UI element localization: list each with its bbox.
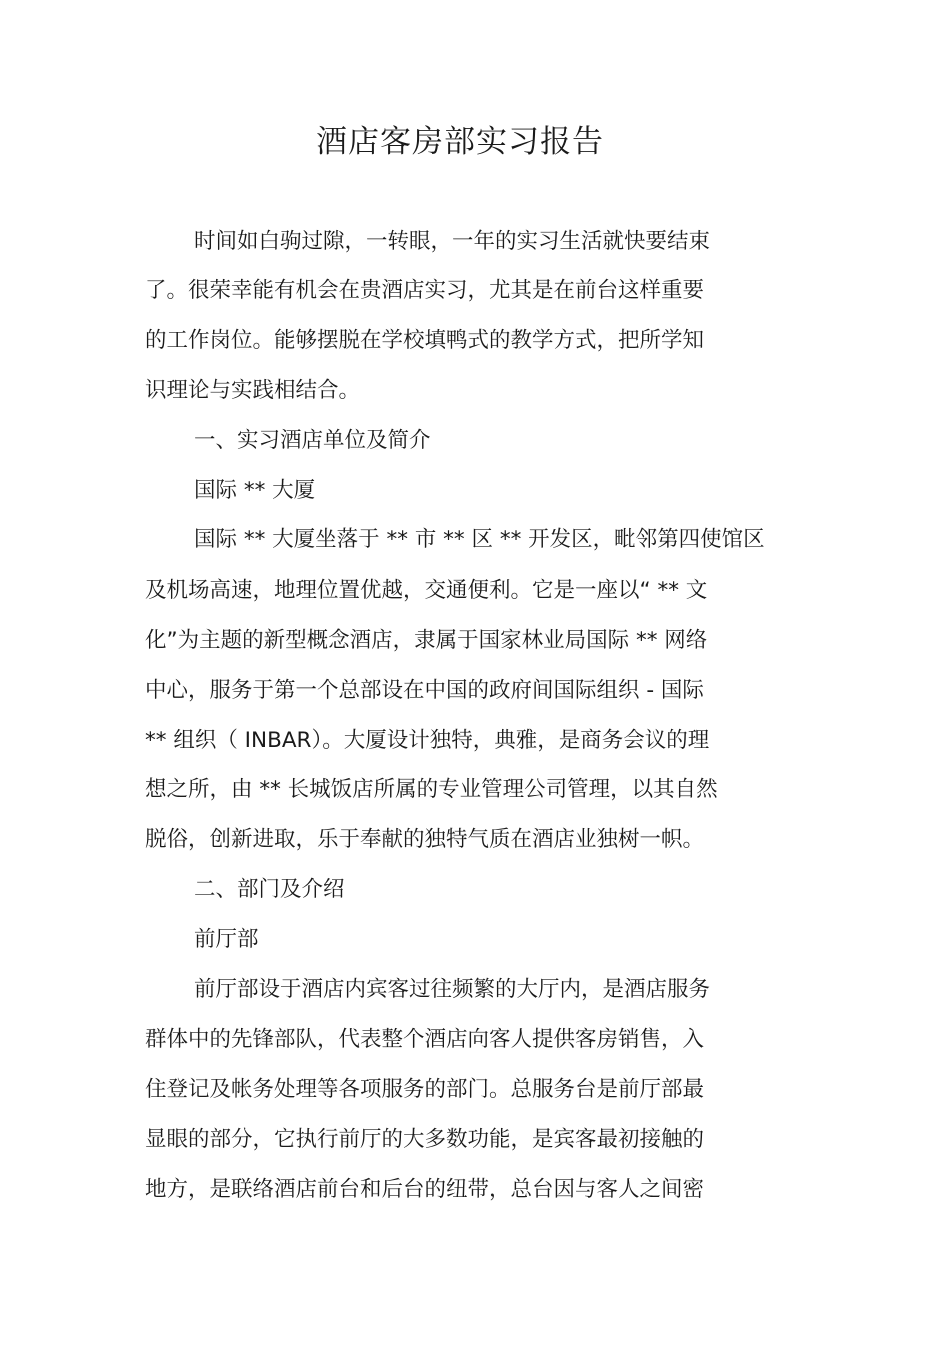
paragraph-line: 了。很荣幸能有机会在贵酒店实习，尤其是在前台这样重要 [145, 278, 705, 303]
paragraph-line: 及机场高速，地理位置优越，交通便利。它是一座以“ ** 文 [145, 578, 708, 603]
subsection-heading: 前厅部 [194, 927, 259, 952]
paragraph-line: 脱俗，创新进取，乐于奉献的独特气质在酒店业独树一帜。 [145, 827, 705, 852]
paragraph-line: ** 组织（ INBAR）。大厦设计独特，典雅，是商务会议的理 [145, 728, 710, 753]
section-heading: 一、实习酒店单位及简介 [194, 428, 431, 453]
paragraph-line: 想之所，由 ** 长城饭店所属的专业管理公司管理，以其自然 [145, 777, 718, 802]
paragraph-line: 中心，服务于第一个总部设在中国的政府间国际组织 - 国际 [145, 678, 704, 703]
paragraph-line: 的工作岗位。能够摆脱在学校填鸭式的教学方式，把所学知 [145, 328, 705, 353]
paragraph-line: 识理论与实践相结合。 [145, 378, 361, 403]
paragraph-line: 时间如白驹过隙，一转眼，一年的实习生活就快要结束 [194, 229, 711, 254]
paragraph-line: 显眼的部分，它执行前厅的大多数功能，是宾客最初接触的 [145, 1127, 705, 1152]
paragraph-line: 地方，是联络酒店前台和后台的纽带，总台因与客人之间密 [145, 1177, 705, 1202]
paragraph-line: 群体中的先锋部队，代表整个酒店向客人提供客房销售，入 [145, 1027, 705, 1052]
section-heading: 二、部门及介绍 [194, 877, 345, 902]
paragraph-line: 化”为主题的新型概念酒店，隶属于国家林业局国际 ** 网络 [145, 628, 708, 653]
paragraph-line: 住登记及帐务处理等各项服务的部门。总服务台是前厅部最 [145, 1077, 705, 1102]
document-title: 酒店客房部实习报告 [316, 124, 604, 160]
paragraph-line: 国际 ** 大厦坐落于 ** 市 ** 区 ** 开发区，毗邻第四使馆区 [194, 527, 765, 552]
paragraph-line: 前厅部设于酒店内宾客过往频繁的大厅内，是酒店服务 [194, 977, 711, 1002]
subsection-heading: 国际 ** 大厦 [194, 478, 316, 503]
